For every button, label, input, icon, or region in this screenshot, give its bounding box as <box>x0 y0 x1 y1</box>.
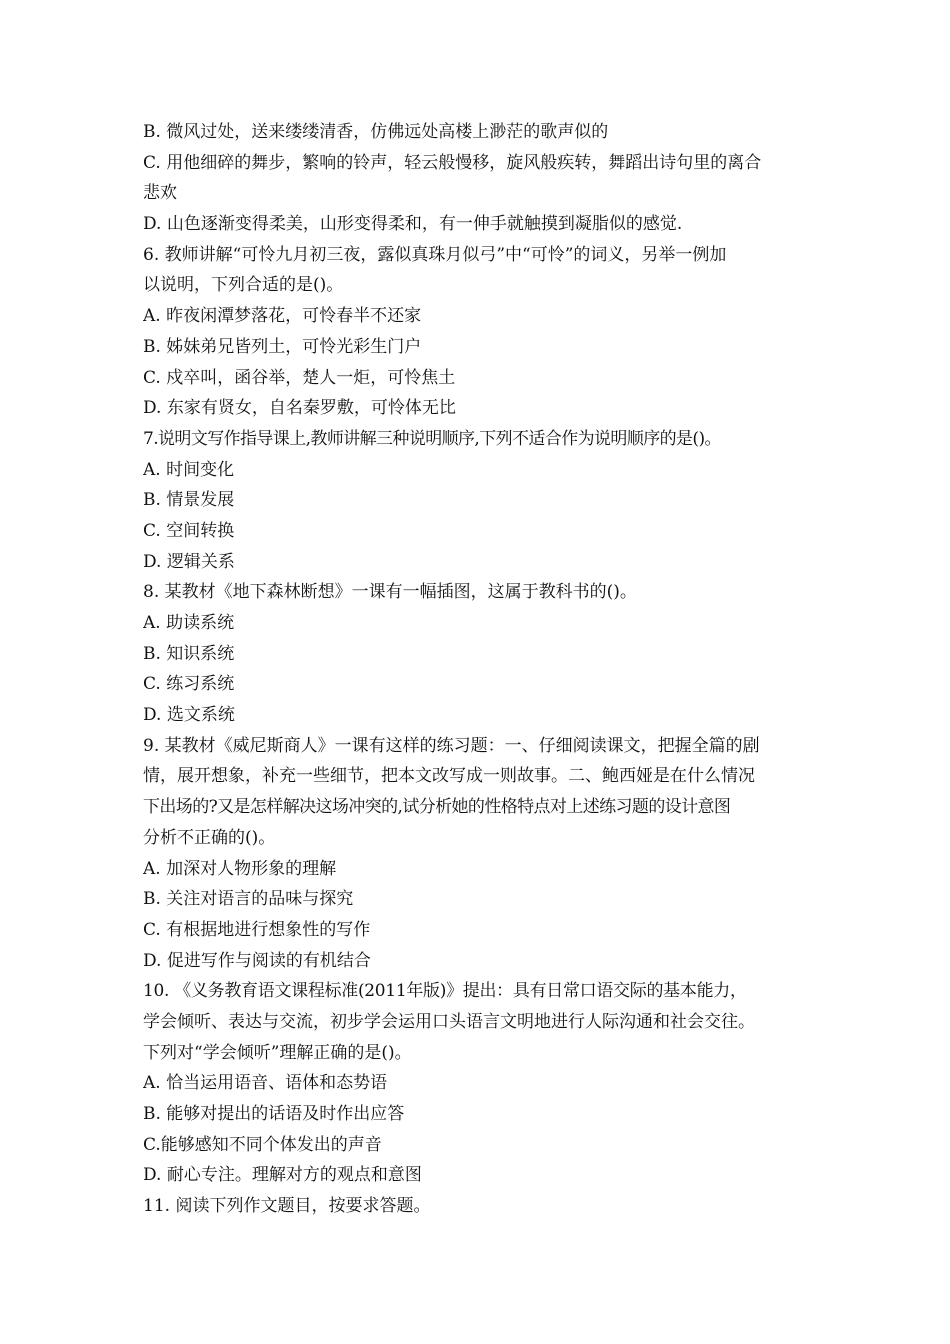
option-6c: C. 戍卒叫，函谷举，楚人一炬，可怜焦土 <box>143 367 456 388</box>
question-10-line3: 下列对“学会倾听”理解正确的是()。 <box>143 1042 412 1063</box>
option-10b: B. 能够对提出的话语及时作出应答 <box>143 1104 405 1124</box>
option-5c-line1: C. 用他细碎的舞步，繁响的铃声，轻云般慢移，旋风般疾转，舞蹈出诗句里的离合 <box>143 152 762 173</box>
option-6b: B. 姊妹弟兄皆列土，可怜光彩生门户 <box>143 336 422 357</box>
question-6-line2: 以说明，下列合适的是()。 <box>143 275 344 296</box>
question-9-line4: 分析不正确的()。 <box>143 827 276 848</box>
question-9-line2: 情，展开想象，补充一些细节，把本文改写成一则故事。二、鲍西娅是在什么情况 <box>143 766 755 787</box>
option-6d: D. 东家有贤女，自名秦罗敷，可怜体无比 <box>143 398 456 419</box>
option-9d: D. 促进写作与阅读的有机结合 <box>143 950 371 971</box>
question-9-line1: 9. 某教材《威尼斯商人》一课有这样的练习题：一、仔细阅读课文，把握全篇的剧 <box>143 735 760 756</box>
option-9b: B. 关注对语言的品味与探究 <box>143 889 354 910</box>
question-10-line1: 10. 《义务教育语文课程标准(2011年版)》提出：具有日常口语交际的基本能力， <box>143 981 747 1002</box>
document-page <box>143 117 815 1222</box>
option-7a: A. 时间变化 <box>143 459 235 480</box>
option-5c-line2: 悲欢 <box>143 183 177 204</box>
option-9a: A. 加深对人物形象的理解 <box>143 858 337 879</box>
option-7c: C. 空间转换 <box>143 520 235 541</box>
option-7b: B. 情景发展 <box>143 490 235 511</box>
question-9-line3: 下出场的?又是怎样解决这场冲突的,试分析她的性格特点对上述练习题的设计意图 <box>143 797 731 818</box>
option-5d: D. 山色逐渐变得柔美，山形变得柔和，有一伸手就触摸到凝脂似的感觉. <box>143 214 683 235</box>
option-9c: C. 有根据地进行想象性的写作 <box>143 919 371 940</box>
option-6a: A. 昨夜闲潭梦落花，可怜春半不还家 <box>143 306 422 327</box>
option-10d: D. 耐心专注。理解对方的观点和意图 <box>143 1165 422 1186</box>
option-8c: C. 练习系统 <box>143 674 235 695</box>
option-7d: D. 逻辑关系 <box>143 551 235 572</box>
question-10-line2: 学会倾听、表达与交流，初步学会运用口头语言文明地进行人际沟通和社会交往。 <box>143 1011 755 1032</box>
option-5b: B. 微风过处，送来缕缕清香，仿佛远处高楼上渺茫的歌声似的 <box>143 122 609 142</box>
question-8: 8. 某教材《地下森林断想》一课有一幅插图，这属于教科书的()。 <box>143 582 637 603</box>
option-8a: A. 助读系统 <box>143 613 235 633</box>
option-10c: C.能够感知不同个体发出的声音 <box>143 1134 382 1155</box>
option-8b: B. 知识系统 <box>143 643 235 664</box>
question-7: 7.说明文写作指导课上,教师讲解三种说明顺序,下列不适合作为说明顺序的是()。 <box>143 428 721 449</box>
option-8d: D. 选文系统 <box>143 705 235 726</box>
option-10a: A. 恰当运用语音、语体和态势语 <box>143 1073 388 1094</box>
question-6-line1: 6. 教师讲解“可怜九月初三夜，露似真珠月似弓”中“可怜”的词义，另举一例加 <box>143 244 727 265</box>
question-11: 11. 阅读下列作文题目，按要求答题。 <box>143 1196 431 1217</box>
